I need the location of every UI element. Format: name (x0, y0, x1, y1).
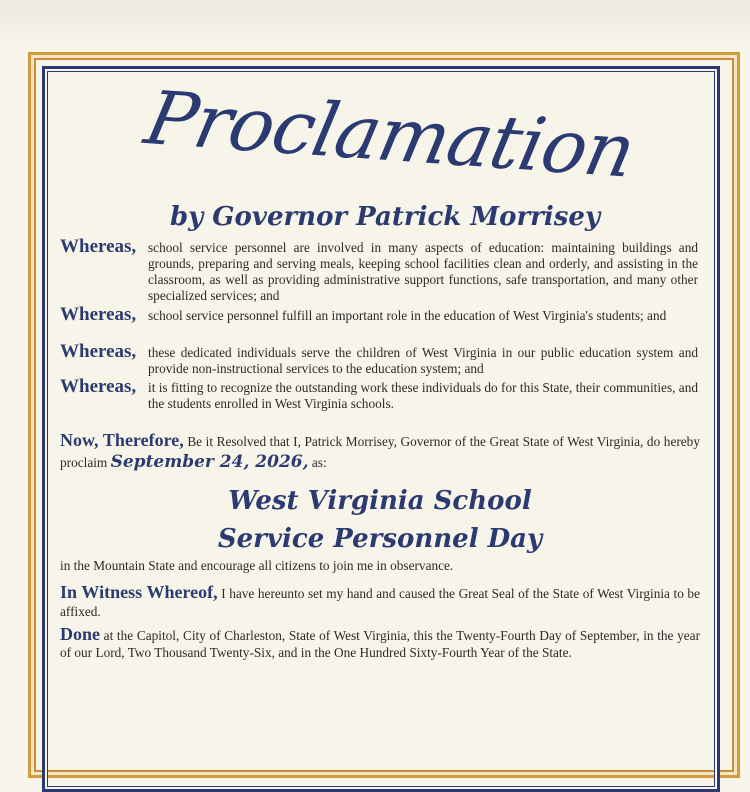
page-top-shade (0, 0, 750, 42)
done-lead: Done (60, 624, 100, 644)
whereas-text: school service personnel are involved in many aspects of education: maintaining buildings and grounds, preparing and serving meals, keeping school facilities clean and orderly, and assisting in the classroom, as well as providing administrative support functions, safe transportation, and many other specialized services; and (148, 240, 698, 303)
witness-paragraph (60, 583, 700, 621)
whereas-label: Whereas, (60, 236, 137, 257)
now-therefore-paragraph (60, 430, 700, 473)
whereas-text: these dedicated individuals serve the children of West Virginia in our public education system and provide non-instructional services to the education system; and (148, 345, 698, 376)
observance-tail: in the Mountain State and encourage all citizens to join me in observance. (60, 558, 454, 573)
whereas-label: Whereas, (60, 376, 137, 397)
witness-lead: In Witness Whereof, (60, 582, 218, 602)
observance-title (60, 482, 700, 558)
now-therefore-lead: Now, Therefore, (60, 430, 184, 450)
done-paragraph (60, 626, 700, 661)
now-therefore-tail: as: (311, 455, 327, 470)
document-title: Proclamation (138, 75, 642, 195)
whereas-label: Whereas, (60, 304, 137, 325)
whereas-text: school service personnel fulfill an important role in the education of West Virginia's students; and (148, 308, 667, 323)
document-subtitle: by Governor Patrick Morrisey (169, 202, 601, 232)
observance-line-1: West Virginia School (228, 486, 532, 516)
witness-text: I have hereunto set my hand and caused the Great Seal of the State of West Virginia to be affixed. (60, 586, 700, 619)
observance-line-2: Service Personnel Day (217, 524, 543, 554)
done-text: at the Capitol, City of Charleston, State of West Virginia, this the Twenty-Fourth Day of September, in the year of our Lord, Two Thousand Twenty-Six, and in the One Hundred Sixty-Fourth Year of the State. (60, 628, 701, 660)
whereas-label: Whereas, (60, 341, 137, 362)
now-therefore-text: Be it Resolved that I, Patrick Morrisey, Governor of the Great State of West Virginia, do hereby proclaim (60, 434, 700, 470)
proclamation-date: September 24, 2026, (110, 452, 309, 472)
whereas-text: it is fitting to recognize the outstanding work these individuals do for this State, their communities, and the students enrolled in West Virginia schools. (148, 380, 698, 411)
